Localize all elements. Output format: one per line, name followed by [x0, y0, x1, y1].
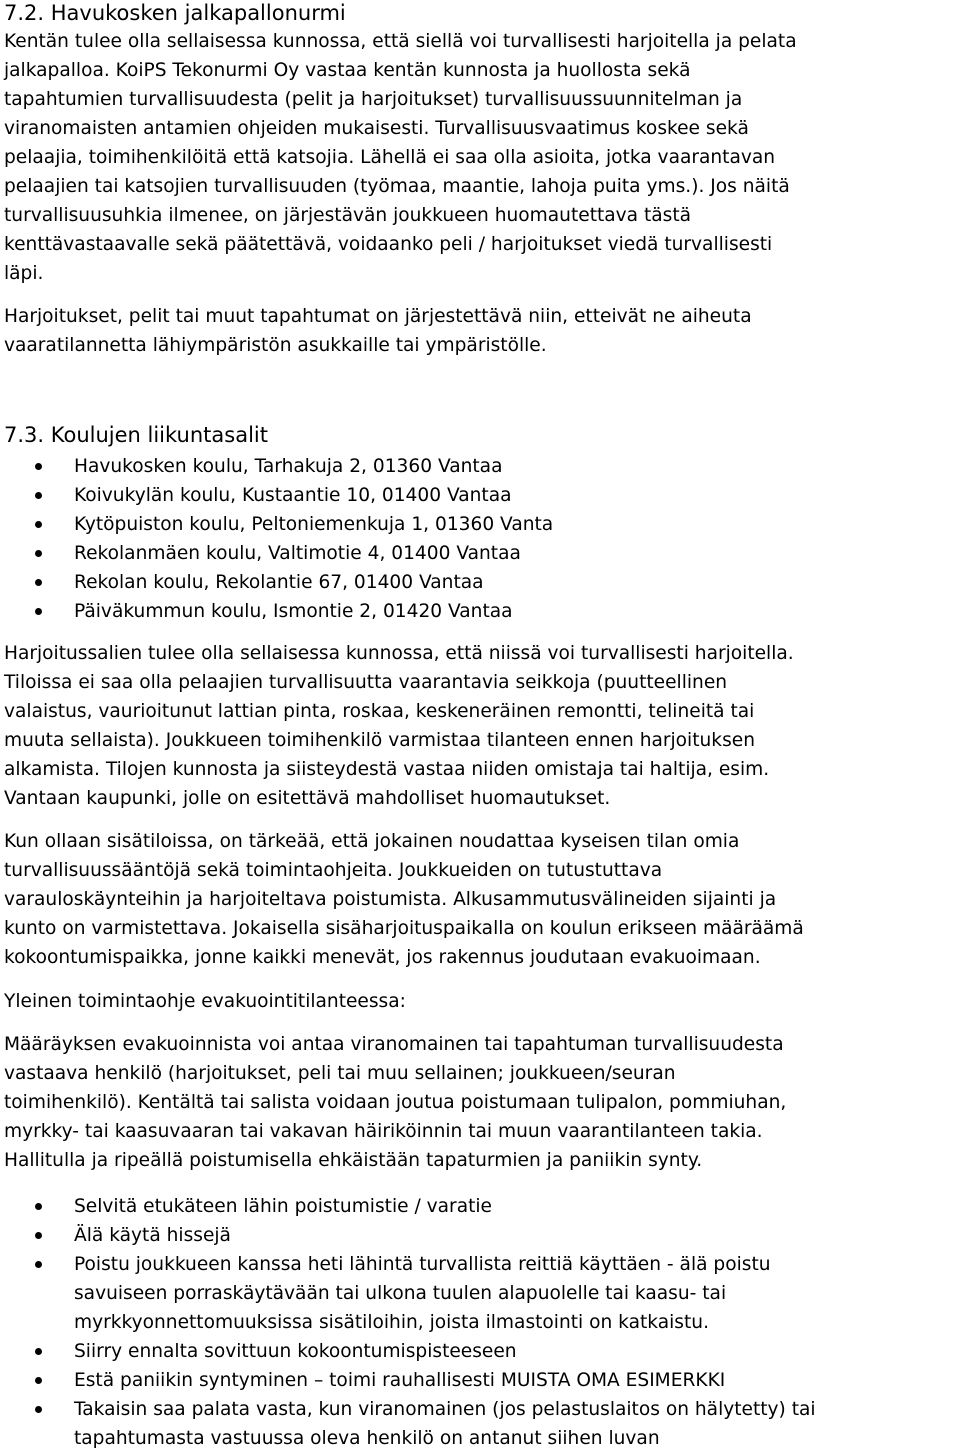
instruction-text: Selvitä etukäteen lähin poistumistie / varatie: [74, 1196, 492, 1217]
text-line: Harjoitukset, pelit tai muut tapahtumat on järjestettävä niin, etteivät ne aiheuta: [4, 306, 752, 327]
text-line: jalkapalloa. KoiPS Tekonurmi Oy vastaa kentän kunnosta ja huollosta sekä: [4, 60, 691, 81]
list-item: [0, 481, 553, 510]
list-item: [0, 597, 553, 626]
paragraph-events: [4, 302, 956, 360]
text-line: kenttävastaavalle sekä päätettävä, voidaanko peli / harjoitukset viedä turvallisesti: [4, 234, 773, 255]
text-line: Hallitulla ja ripeällä poistumisella ehkäistään tapaturmien ja paniikin synty.: [4, 1150, 703, 1171]
instruction-text: tapahtumasta vastuussa oleva henkilö on antanut siihen luvan: [74, 1428, 660, 1449]
text-line: turvallisuusuhkia ilmenee, on järjestävän joukkueen huomautettava tästä: [4, 205, 692, 226]
text-line: vaaratilannetta lähiympäristön asukkaille tai ympäristölle.: [4, 335, 547, 356]
bullet-icon: [35, 492, 42, 499]
list-item: [0, 1221, 816, 1250]
text-line: pelaajien tai katsojien turvallisuuden (työmaa, maantie, lahoja puita yms.). Jos näitä: [4, 176, 790, 197]
text-line: Määräyksen evakuoinnista voi antaa viranomainen tai tapahtuman turvallisuudesta: [4, 1034, 784, 1055]
school-entry: Rekolanmäen koulu, Valtimotie 4, 01400 Vantaa: [74, 543, 521, 564]
text-line: kokoontumispaikka, jonne kaikki menevät, jos rakennus joudutaan evakuoimaan.: [4, 947, 761, 968]
bullet-icon: [35, 579, 42, 586]
text-line: Yleinen toimintaohje evakuointitilanteessa:: [4, 991, 406, 1012]
instruction-text: savuiseen porraskäytävään tai ulkona tuulen alapuolelle tai kaasu- tai: [74, 1283, 727, 1304]
bullet-icon: [35, 550, 42, 557]
bullet-icon: [35, 1406, 42, 1413]
text-line: toimihenkilö). Kentältä tai salista voidaan joutua poistumaan tulipalon, pommiuhan,: [4, 1092, 787, 1113]
list-item: [0, 1337, 816, 1366]
evacuation-instructions-list: [0, 1192, 816, 1453]
list-item: [0, 1395, 816, 1453]
list-item: [0, 1250, 816, 1337]
paragraph-indoor-rules: [4, 827, 956, 972]
school-entry: Kytöpuiston koulu, Peltoniemenkuja 1, 01360 Vanta: [74, 514, 554, 535]
paragraph-field-safety: [4, 27, 956, 288]
text-line: tapahtumien turvallisuudesta (pelit ja harjoitukset) turvallisuussuunnitelman ja: [4, 89, 743, 110]
text-line: Harjoitussalien tulee olla sellaisessa kunnossa, että niissä voi turvallisesti harjoitella.: [4, 643, 794, 664]
list-item: [0, 510, 553, 539]
school-list: [0, 452, 553, 626]
paragraph-evacuation: [4, 1030, 956, 1175]
text-line: varauloskäynteihin ja harjoiteltava poistumista. Alkusammutusvälineiden sijainti ja: [4, 889, 777, 910]
evacuation-title: [4, 987, 956, 1016]
bullet-icon: [35, 608, 42, 615]
text-line: Kun ollaan sisätiloissa, on tärkeää, että jokainen noudattaa kyseisen tilan omia: [4, 831, 740, 852]
list-item: [0, 1366, 816, 1395]
text-line: muuta sellaista). Joukkueen toimihenkilö varmistaa tilanteen ennen harjoituksen: [4, 730, 755, 751]
text-line: läpi.: [4, 263, 44, 284]
bullet-icon: [35, 1377, 42, 1384]
bullet-icon: [35, 1203, 42, 1210]
bullet-icon: [35, 1348, 42, 1355]
text-line: viranomaisten antamien ohjeiden mukaisesti. Turvallisuusvaatimus koskee sekä: [4, 118, 749, 139]
paragraph-training-halls: [4, 639, 956, 813]
section-heading-7-3: 7.3. Koulujen liikuntasalit: [4, 423, 268, 447]
text-line: Kentän tulee olla sellaisessa kunnossa, että siellä voi turvallisesti harjoitella ja pelata: [4, 31, 797, 52]
list-item: [0, 539, 553, 568]
instruction-text: Älä käytä hissejä: [74, 1225, 231, 1246]
bullet-icon: [35, 521, 42, 528]
school-entry: Rekolan koulu, Rekolantie 67, 01400 Vantaa: [74, 572, 484, 593]
school-entry: Koivukylän koulu, Kustaantie 10, 01400 Vantaa: [74, 485, 512, 506]
text-line: turvallisuussääntöjä sekä toimintaohjeita. Joukkueiden on tutustuttava: [4, 860, 663, 881]
instruction-text: Siirry ennalta sovittuun kokoontumispisteeseen: [74, 1341, 517, 1362]
text-line: Tiloissa ei saa olla pelaajien turvallisuutta vaarantavia seikkoja (puutteellinen: [4, 672, 728, 693]
text-line: alkamista. Tilojen kunnosta ja siisteydestä vastaa niiden omistaja tai haltija, esim.: [4, 759, 770, 780]
text-line: pelaajia, toimihenkilöitä että katsojia. Lähellä ei saa olla asioita, jotka vaarantavan: [4, 147, 776, 168]
list-item: [0, 452, 553, 481]
instruction-text: Poistu joukkueen kanssa heti lähintä turvallista reittiä käyttäen - älä poistu: [74, 1254, 771, 1275]
instruction-text: myrkkyonnettomuuksissa sisätiloihin, joista ilmastointi on katkaistu.: [74, 1312, 709, 1333]
school-entry: Havukosken koulu, Tarhakuja 2, 01360 Vantaa: [74, 456, 503, 477]
school-entry: Päiväkummun koulu, Ismontie 2, 01420 Vantaa: [74, 601, 513, 622]
bullet-icon: [35, 1232, 42, 1239]
bullet-icon: [35, 463, 42, 470]
instruction-text: Takaisin saa palata vasta, kun viranomainen (jos pelastuslaitos on hälytetty) tai: [74, 1399, 816, 1420]
list-item: [0, 568, 553, 597]
section-heading-7-2: 7.2. Havukosken jalkapallonurmi: [4, 1, 346, 25]
bullet-icon: [35, 1261, 42, 1268]
list-item: [0, 1192, 816, 1221]
text-line: Vantaan kaupunki, jolle on esitettävä mahdolliset huomautukset.: [4, 788, 611, 809]
text-line: kunto on varmistettava. Jokaisella sisäharjoituspaikalla on koulun erikseen määräämä: [4, 918, 804, 939]
text-line: vastaava henkilö (harjoitukset, peli tai muu sellainen; joukkueen/seuran: [4, 1063, 676, 1084]
instruction-text: Estä paniikin syntyminen – toimi rauhallisesti MUISTA OMA ESIMERKKI: [74, 1370, 726, 1391]
text-line: myrkky- tai kaasuvaaran tai vakavan häiriköinnin tai muun vaarantilanteen takia.: [4, 1121, 763, 1142]
text-line: valaistus, vaurioitunut lattian pinta, roskaa, keskeneräinen remontti, telineitä tai: [4, 701, 755, 722]
